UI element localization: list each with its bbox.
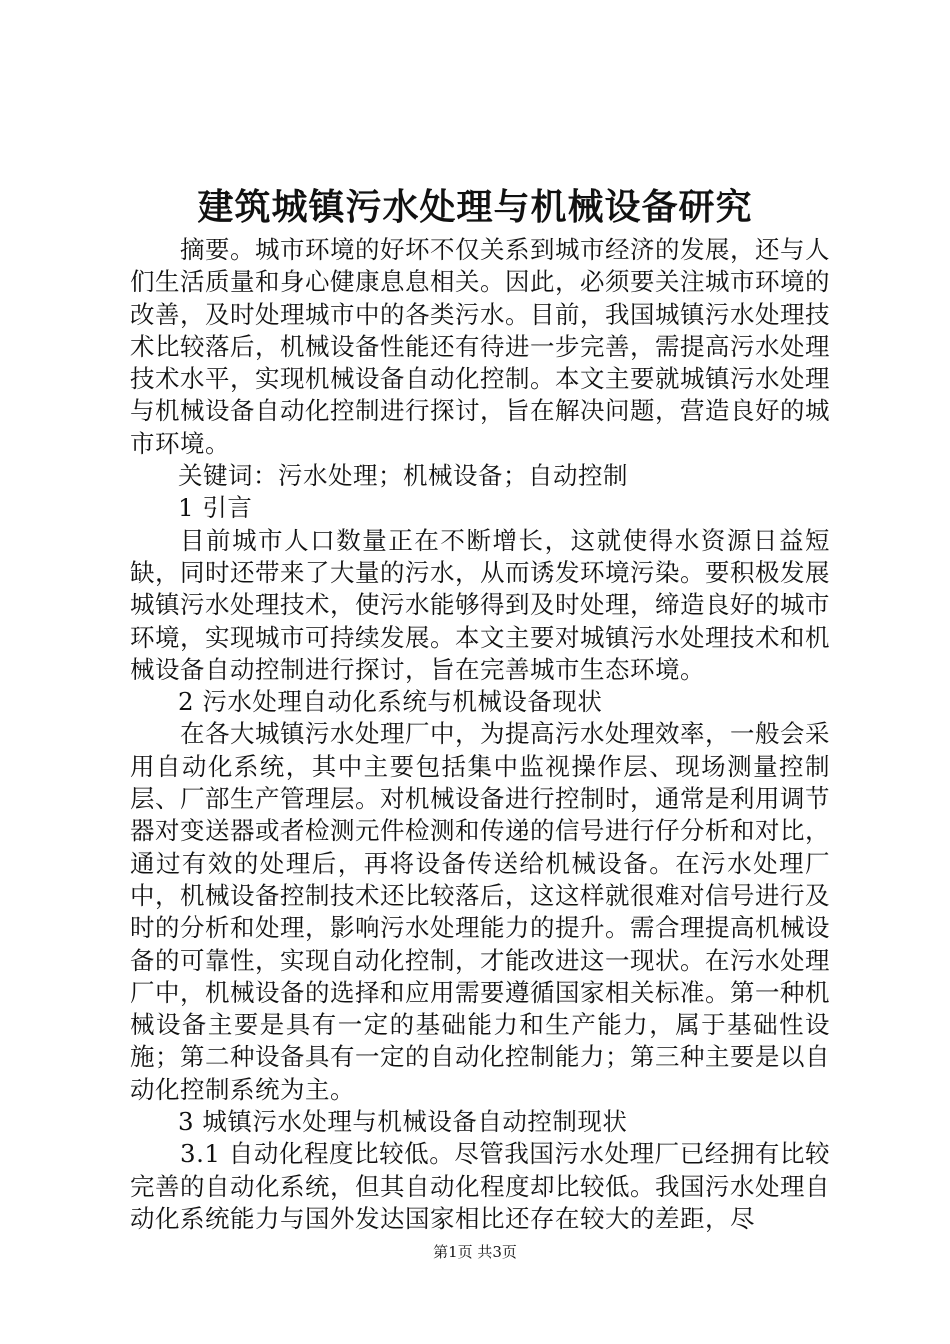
page-footer: 第1页 共3页 — [433, 1243, 517, 1261]
section-heading-1: 1 引言 — [178, 493, 253, 523]
section-1-paragraph: 目前城市人口数量正在不断增长，这就使得水资源日益短缺，同时还带来了大量的污水，从而诱发环境污染。要积极发展城镇污水处理技术，使污水能够得到及时处理，缔造良好的城市环境，实现城市可持续发展。本文主要对城镇污水处理技术和机械设备自动控制进行探讨，旨在完善城市生态环境。 — [130, 525, 830, 684]
document-title: 建筑城镇污水处理与机械设备研究 — [197, 186, 753, 228]
document-body — [130, 234, 830, 1235]
section-heading-3: 3 城镇污水处理与机械设备自动控制现状 — [178, 1107, 628, 1137]
section-3-1-paragraph: 3.1 自动化程度比较低。尽管我国污水处理厂已经拥有比较完善的自动化系统，但其自动化程度却比较低。我国污水处理自动化系统能力与国外发达国家相比还存在较大的差距，尽 — [130, 1139, 830, 1233]
section-heading-2: 2 污水处理自动化系统与机械设备现状 — [178, 687, 603, 717]
section-2-paragraph: 在各大城镇污水处理厂中，为提高污水处理效率，一般会采用自动化系统，其中主要包括集中监视操作层、现场测量控制层、厂部生产管理层。对机械设备进行控制时，通常是利用调节器对变送器或者检测元件检测和传递的信号进行仔分析和对比，通过有效的处理后，再将设备传送给机械设备。在污水处理厂中，机械设备控制技术还比较落后，这这样就很难对信号进行及时的分析和处理，影响污水处理能力的提升。需合理提高机械设备的可靠性，实现自动化控制，才能改进这一现状。在污水处理厂中，机械设备的选择和应用需要遵循国家相关标准。第一种机械设备主要是具有一定的基础能力和生产能力，属于基础性设施；第二种设备具有一定的自动化控制能力；第三种主要是以自动化控制系统为主。 — [130, 719, 830, 1104]
abstract-paragraph: 摘要。城市环境的好坏不仅关系到城市经济的发展，还与人们生活质量和身心健康息息相关。因此，必须要关注城市环境的改善，及时处理城市中的各类污水。目前，我国城镇污水处理技术比较落后，机械设备性能还有待进一步完善，需提高污水处理技术水平，实现机械设备自动化控制。本文主要就城镇污水处理与机械设备自动化控制进行探讨，旨在解决问题，营造良好的城市环境。 — [130, 235, 830, 458]
keywords-line: 关键词：污水处理；机械设备；自动控制 — [178, 461, 628, 491]
